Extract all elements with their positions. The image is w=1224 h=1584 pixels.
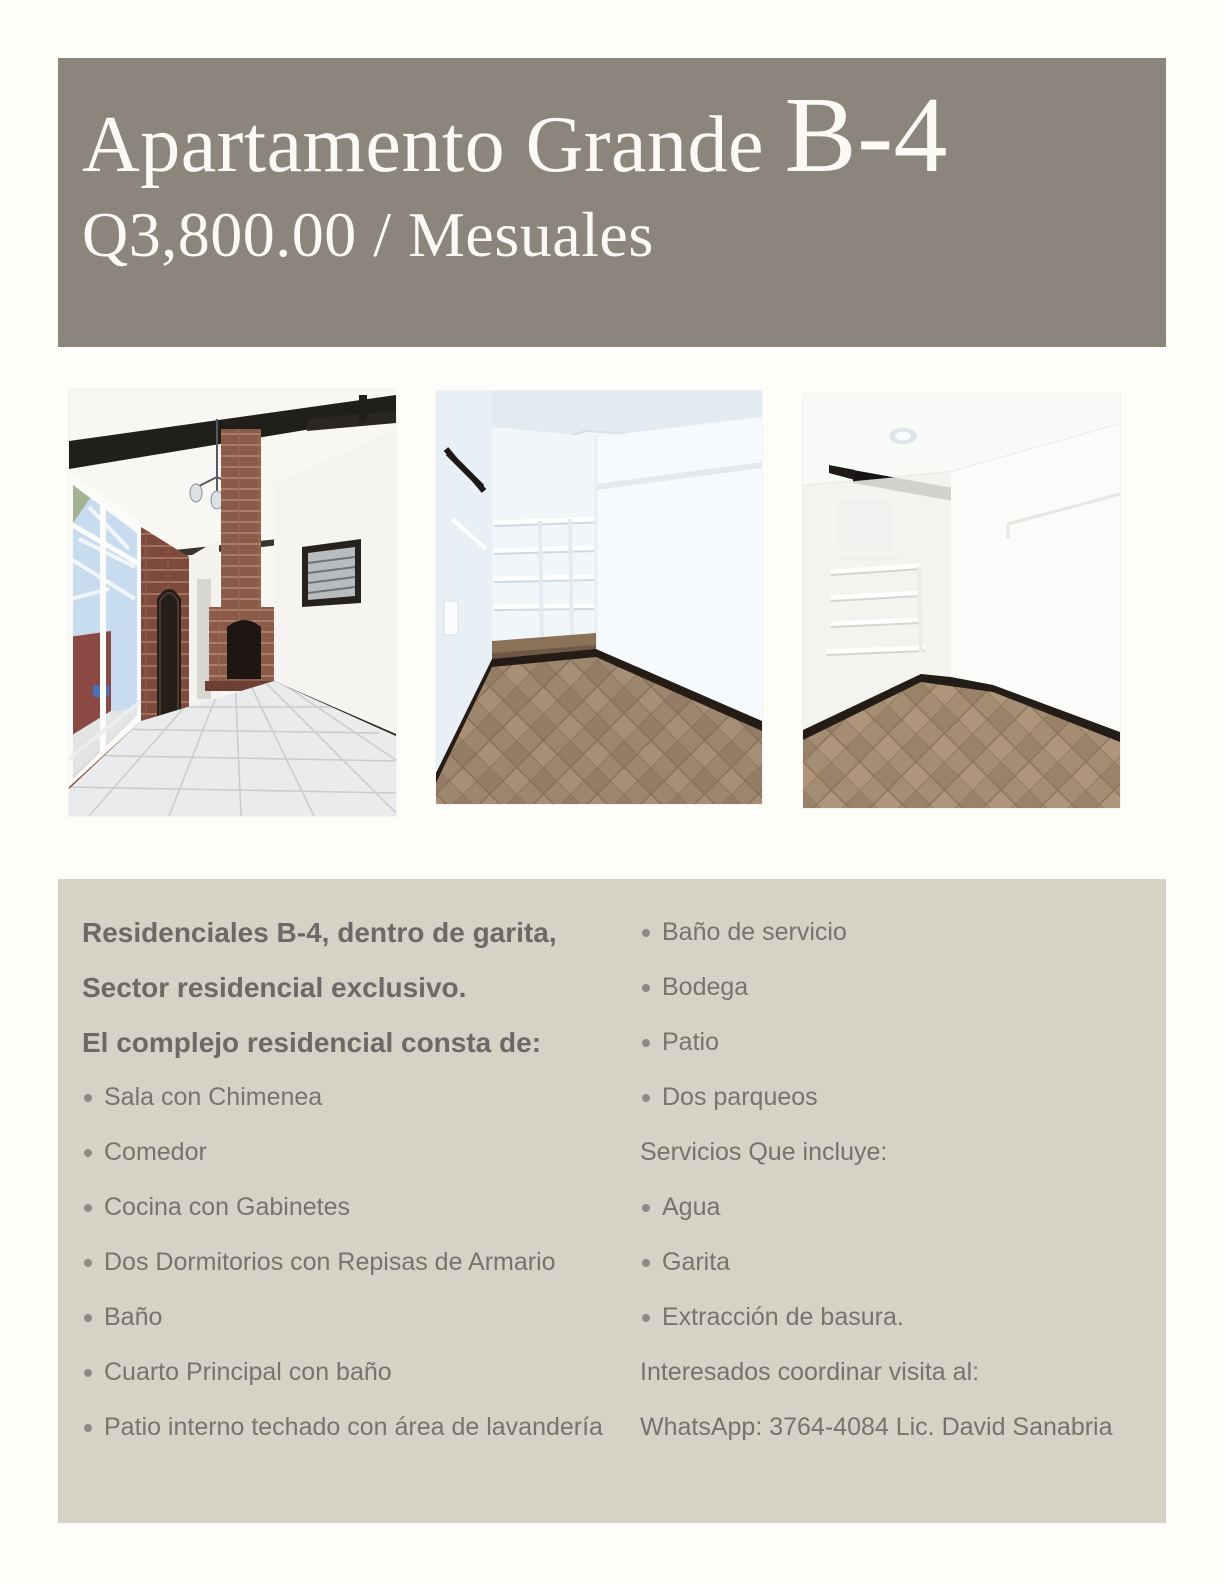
bedroom-with-shelves-photo bbox=[802, 393, 1121, 809]
details-right-column bbox=[640, 905, 1142, 1455]
list-item: Patio bbox=[640, 1015, 1142, 1070]
bedroom-illustration bbox=[803, 394, 1120, 808]
details-left-column bbox=[82, 905, 640, 1455]
complex-heading: El complejo residencial consta de: bbox=[82, 1027, 542, 1058]
contact-whatsapp: WhatsApp: 3764-4084 Lic. David Sanabria bbox=[640, 1413, 1113, 1441]
services-items-list bbox=[640, 1180, 1142, 1345]
list-item: Dos Dormitorios con Repisas de Armario bbox=[82, 1235, 640, 1290]
storage-room-illustration bbox=[436, 391, 762, 804]
list-item: Patio interno techado con área de lavandería bbox=[82, 1400, 640, 1455]
complex-items-list bbox=[82, 1070, 640, 1455]
list-item: Dos parqueos bbox=[640, 1070, 1142, 1125]
header-inner bbox=[58, 58, 1166, 270]
list-item: Garita bbox=[640, 1235, 1142, 1290]
list-item: Baño bbox=[82, 1290, 640, 1345]
list-item: Extracción de basura. bbox=[640, 1290, 1142, 1345]
price-line: Q3,800.00 / Mesuales bbox=[82, 199, 654, 270]
page-title bbox=[82, 76, 1166, 195]
intro-line-2: Sector residencial exclusivo. bbox=[82, 972, 467, 1003]
header-band bbox=[58, 58, 1166, 347]
contact-intro: Interesados coordinar visita al: bbox=[640, 1358, 980, 1386]
list-item: Cocina con Gabinetes bbox=[82, 1180, 640, 1235]
title-unit: B-4 bbox=[784, 76, 949, 195]
services-heading: Servicios Que incluye: bbox=[640, 1138, 888, 1166]
list-item: Sala con Chimenea bbox=[82, 1070, 640, 1125]
list-item: Agua bbox=[640, 1180, 1142, 1235]
list-item: Bodega bbox=[640, 960, 1142, 1015]
living-room-illustration bbox=[69, 389, 396, 816]
list-item: Baño de servicio bbox=[640, 905, 1142, 960]
living-room-with-fireplace-photo bbox=[68, 388, 397, 817]
list-item: Comedor bbox=[82, 1125, 640, 1180]
list-item: Cuarto Principal con baño bbox=[82, 1345, 640, 1400]
photo-strip bbox=[0, 347, 1224, 879]
details-band bbox=[58, 879, 1166, 1523]
intro-line-1: Residenciales B-4, dentro de garita, bbox=[82, 917, 557, 948]
title-main: Apartamento Grande bbox=[82, 101, 785, 189]
details-columns bbox=[82, 905, 1142, 1455]
extra-items-list bbox=[640, 905, 1142, 1125]
storage-room-with-shelves-photo bbox=[435, 390, 763, 805]
